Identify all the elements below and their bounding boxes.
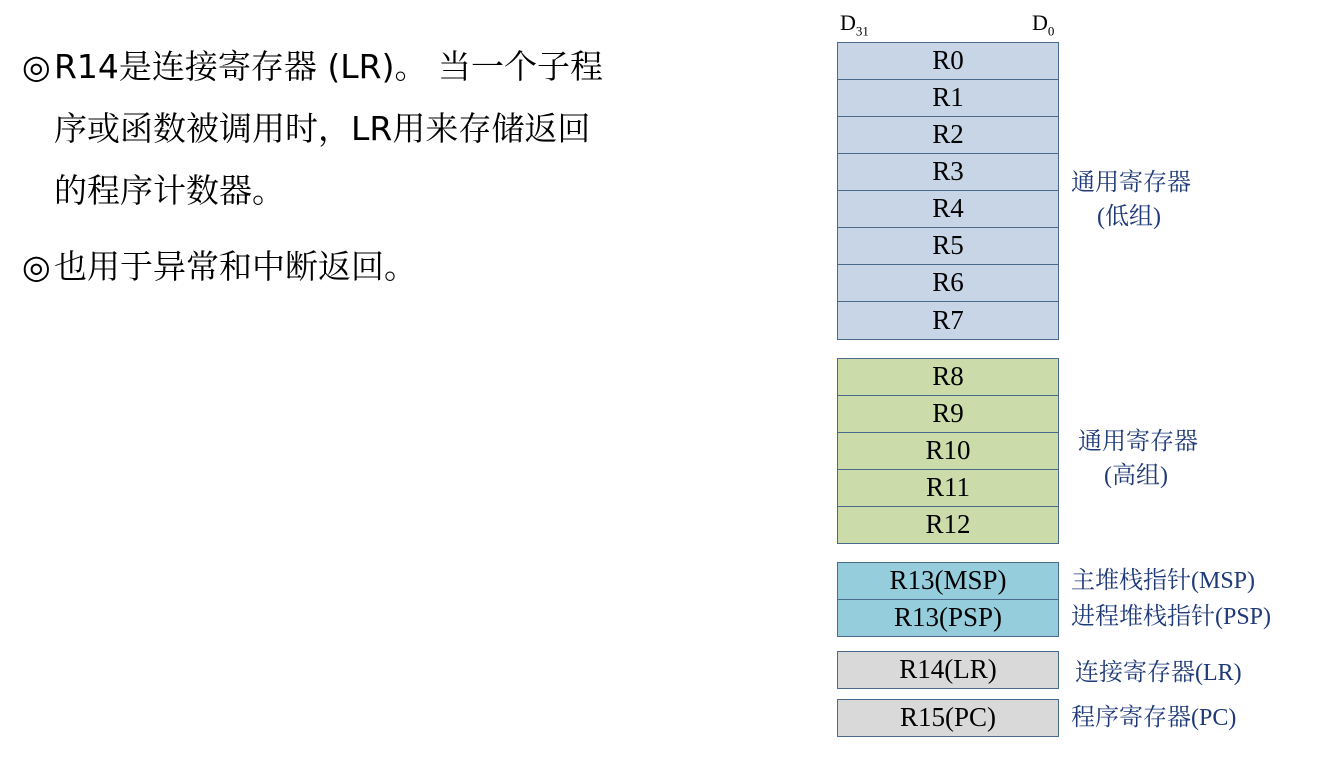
- register-r13-msp: R13(MSP): [837, 562, 1059, 600]
- msb-label: [840, 10, 869, 39]
- msb-subscript: 31: [855, 23, 869, 39]
- register-r10: R10: [837, 432, 1059, 470]
- lsb-letter: D: [1032, 10, 1048, 35]
- bullet-text: R14是连接寄存器 (LR)。 当一个子程序或函数被调用时，LR用来存储返回的程序计数器。: [54, 47, 603, 210]
- register-r0: R0: [837, 42, 1059, 80]
- register-r11: R11: [837, 469, 1059, 507]
- pc-label: 程序寄存器(PC): [1071, 705, 1237, 731]
- msb-letter: D: [840, 10, 856, 35]
- register-r9: R9: [837, 395, 1059, 433]
- msp-label: 主堆栈指针(MSP): [1071, 568, 1256, 594]
- register-r14-lr: R14(LR): [837, 651, 1059, 689]
- bullet-mark: ◎: [22, 47, 51, 86]
- register-r6: R6: [837, 264, 1059, 302]
- bullet-mark: ◎: [22, 247, 51, 286]
- register-r7: R7: [837, 301, 1059, 340]
- register-r5: R5: [837, 227, 1059, 265]
- psp-label: 进程堆栈指针(PSP): [1071, 604, 1272, 630]
- register-r2: R2: [837, 116, 1059, 154]
- low-group-label-line2: (低组): [1097, 204, 1161, 230]
- register-r15-pc: R15(PC): [837, 699, 1059, 737]
- register-r4: R4: [837, 190, 1059, 228]
- lsb-label: [1032, 10, 1054, 39]
- register-r1: R1: [837, 79, 1059, 117]
- register-r3: R3: [837, 153, 1059, 191]
- lr-label: 连接寄存器(LR): [1075, 660, 1242, 686]
- low-group-label: [1071, 166, 1191, 234]
- register-r12: R12: [837, 506, 1059, 544]
- lsb-subscript: 0: [1047, 23, 1055, 39]
- high-group-label: [1078, 425, 1198, 493]
- bullet-text: 也用于异常和中断返回。: [54, 247, 417, 286]
- register-r13-psp: R13(PSP): [837, 599, 1059, 637]
- high-group-label-line2: (高组): [1104, 463, 1168, 489]
- register-r8: R8: [837, 358, 1059, 396]
- high-group-label-line1: 通用寄存器: [1078, 429, 1198, 455]
- low-group-label-line1: 通用寄存器: [1071, 170, 1191, 196]
